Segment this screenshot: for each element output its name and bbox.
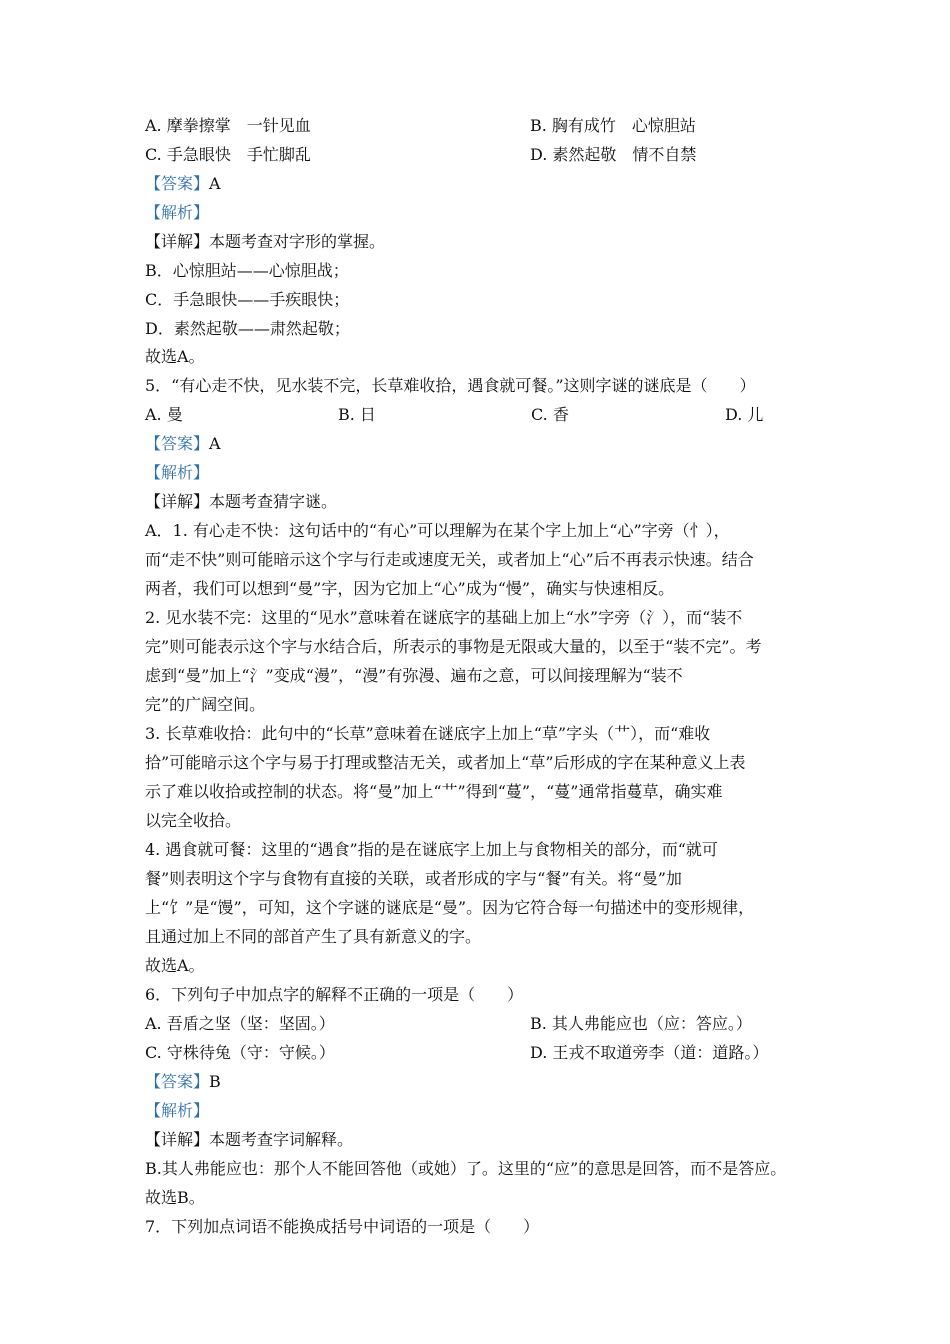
answer-line (145, 174, 815, 194)
detail-line: 【详解】本题考查字词解释。 (145, 1130, 354, 1149)
option-b: B. 其人弗能应也（应：答应。） (530, 1014, 752, 1033)
option-d: D. 王戎不取道旁李（道：道路。） (530, 1043, 769, 1062)
option-b: B. 胸有成竹 心惊胆站 (530, 116, 696, 135)
explanation-line: D．素然起敬——肃然起敬； (145, 319, 350, 338)
answer-tag: 【答案】 (145, 1072, 210, 1091)
explanation-line: 完”则可能表示这个字与水结合后，所表示的事物是无限或大量的，以至于“装不完”。考 (145, 637, 762, 656)
explanation-line: 且通过加上不同的部首产生了具有新意义的字。 (145, 927, 482, 946)
option-b: B. 日 (338, 405, 376, 424)
analysis-tag: 【解析】 (145, 203, 210, 222)
answer-tag: 【答案】 (145, 434, 210, 453)
option-c: C. 守株待兔（守：守候。） (145, 1043, 335, 1062)
explanation-line: 两者，我们可以想到“曼”字，因为它加上“心”成为“慢”，确实与快速相反。 (145, 579, 675, 598)
option-d: D. 素然起敬 情不自禁 (530, 145, 697, 164)
answer-value: A (209, 434, 221, 453)
explanation-line: A．1. 有心走不快：这句话中的“有心”可以理解为在某个字上加上“心”字旁（忄）， (145, 521, 730, 540)
explanation-line: 虑到“曼”加上“氵”变成“漫”，“漫”有弥漫、遍布之意，可以间接理解为“装不 (145, 666, 683, 685)
explanation-line: 3. 长草难收拾：此句中的“长草”意味着在谜底字上加上“草”字头（艹），而“难收 (145, 724, 711, 743)
question-stem: 6．下列句子中加点字的解释不正确的一项是（ ） (145, 985, 524, 1004)
explanation-line: 故选A。 (145, 956, 205, 975)
option-c: C. 香 (531, 405, 569, 424)
explanation-line: B.其人弗能应也：那个人不能回答他（或她）了。这里的“应”的意思是回答，而不是答应。 (145, 1159, 787, 1178)
explanation-line: B．心惊胆站——心惊胆战； (145, 261, 349, 280)
explanation-line: 2. 见水装不完：这里的“见水”意味着在谜底字的基础上加上“水”字旁（氵），而“装不 (145, 608, 743, 627)
explanation-line: 故选B。 (145, 1188, 205, 1207)
explanation-line: 餐”则表明这个字与食物有直接的关联，或者形成的字与“餐”有关。将“曼”加 (145, 869, 682, 888)
explanation-line: 拾”可能暗示这个字与易于打理或整洁无关，或者加上“草”后形成的字在某种意义上表 (145, 753, 746, 772)
answer-line (145, 434, 815, 454)
explanation-line: 上“饣”是“馒”，可知，这个字谜的谜底是“曼”。因为它符合每一句描述中的变形规律， (145, 898, 755, 917)
analysis-tag: 【解析】 (145, 1101, 210, 1120)
explanation-line: 故选A。 (145, 347, 205, 366)
explanation-line: 示了难以收拾或控制的状态。将“曼”加上“艹”得到“蔓”，“蔓”通常指蔓草，确实难 (145, 782, 723, 801)
option-c: C. 手急眼快 手忙脚乱 (145, 145, 311, 164)
explanation-line: C．手急眼快——手疾眼快； (145, 290, 350, 309)
analysis-tag: 【解析】 (145, 463, 210, 482)
option-a: A. 吾盾之坚（坚：坚固。） (145, 1014, 335, 1033)
explanation-line: 而“走不快”则可能暗示这个字与行走或速度无关，或者加上“心”后不再表示快速。结合 (145, 550, 754, 569)
option-d: D. 儿 (725, 405, 764, 424)
explanation-line: 4. 遇食就可餐：这里的“遇食”指的是在谜底字上加上与食物相关的部分，而“就可 (145, 840, 718, 859)
question-stem: 7．下列加点词语不能换成括号中词语的一项是（ ） (145, 1217, 540, 1236)
option-a: A. 曼 (145, 405, 183, 424)
answer-line (145, 1072, 815, 1092)
detail-line: 【详解】本题考查猜字谜。 (145, 492, 338, 511)
detail-line: 【详解】本题考查对字形的掌握。 (145, 232, 386, 251)
question-stem: 5．“有心走不快，见水装不完，长草难收拾，遇食就可餐。”这则字谜的谜底是（ ） (145, 376, 756, 395)
answer-tag: 【答案】 (145, 174, 210, 193)
option-a: A. 摩拳擦掌 一针见血 (145, 116, 311, 135)
answer-value: A (209, 174, 221, 193)
explanation-line: 完”的广阔空间。 (145, 695, 266, 714)
explanation-line: 以完全收拾。 (145, 811, 242, 830)
answer-value: B (209, 1072, 221, 1091)
